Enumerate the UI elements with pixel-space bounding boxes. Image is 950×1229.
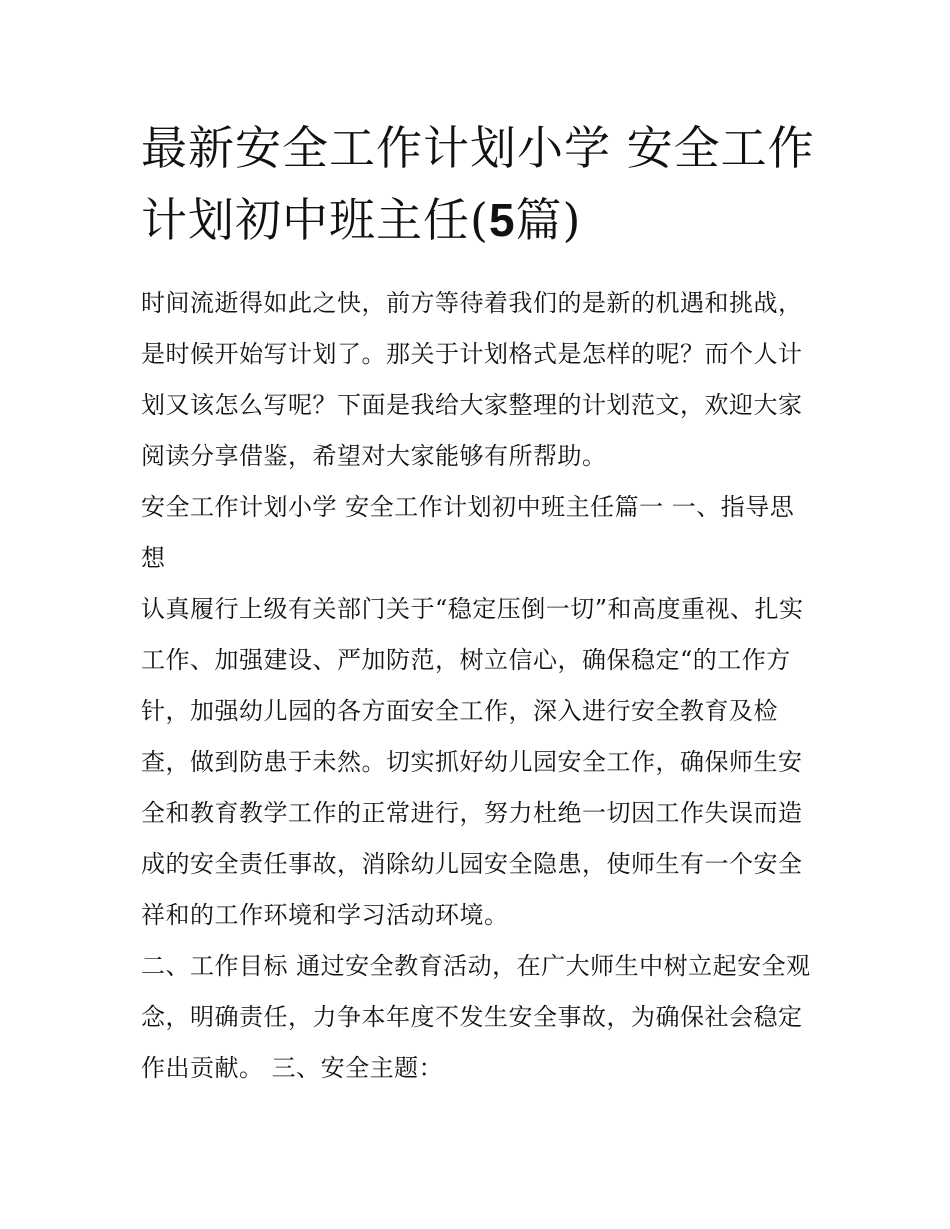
title-number: 5 xyxy=(488,194,516,246)
document-title xyxy=(141,112,816,256)
work-goal-paragraph: 二、工作目标 通过安全教育活动，在广大师生中树立起安全观念，明确责任，力争本年度不发生安全事故，为确保社会稳定作出贡献。 三、安全主题： xyxy=(141,952,811,1082)
section-heading-paragraph: 安全工作计划小学 安全工作计划初中班主任篇一 一、指导思想 xyxy=(141,493,795,572)
title-text: 最新安全工作计划小学 安全工作计划初中班主任( xyxy=(141,121,815,247)
intro-paragraph: 时间流逝得如此之快，前方等待着我们的是新的机遇和挑战，是时候开始写计划了。那关于计划格式是怎样的呢？而个人计划又该怎么写呢？下面是我给大家整理的计划范文，欢迎大家阅读分享借鉴，希望对大家能够有所帮助。 xyxy=(141,289,803,470)
guiding-principle-paragraph: 认真履行上级有关部门关于“稳定压倒一切”和高度重视、扎实工作、加强建设、严加防范，树立信心，确保稳定“的工作方针，加强幼儿园的各方面安全工作，深入进行安全教育及检查，做到防患于未然。切实抓好幼儿园安全工作，确保师生安全和教育教学工作的正常进行，努力杜绝一切因工作失误而造成的安全责任事故，消除幼儿园安全隐患，使师生有一个安全祥和的工作环境和学习活动环境。 xyxy=(141,595,804,929)
document-page xyxy=(141,112,816,1094)
title-suffix: 篇) xyxy=(515,193,582,247)
